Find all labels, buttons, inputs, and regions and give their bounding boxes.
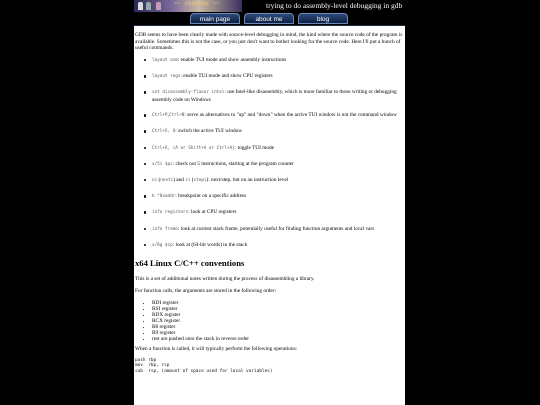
command-code: Ctrl+X, (A or Shift+A or Ctrl+A) bbox=[152, 145, 235, 151]
command-tip bbox=[135, 89, 405, 103]
command-tip bbox=[135, 128, 405, 136]
command-description: ( bbox=[190, 176, 194, 183]
register-item: • R9 register bbox=[152, 330, 405, 336]
command-tip bbox=[135, 242, 405, 250]
register-list bbox=[135, 300, 405, 342]
command-description: ) and bbox=[173, 176, 186, 183]
command-code: layout asm bbox=[152, 58, 178, 64]
tab-about-me[interactable]: about me bbox=[244, 13, 294, 24]
article bbox=[134, 26, 405, 374]
command-code: ni bbox=[152, 177, 158, 183]
command-code: set disassembly-flavor intel bbox=[152, 90, 225, 96]
command-description: ( bbox=[157, 176, 161, 183]
command-description: : enable TUI mode and show CPU registers bbox=[180, 73, 273, 80]
command-code: info registers bbox=[152, 210, 189, 216]
register-item: • RDX register bbox=[152, 312, 405, 318]
section-paragraph: This is a set of additional notes written during the process of disassembling a library. bbox=[135, 275, 315, 282]
command-tip bbox=[135, 145, 405, 153]
command-code: stepi bbox=[193, 177, 207, 183]
register-item: • RSI register bbox=[152, 306, 405, 312]
command-description: , bbox=[167, 112, 169, 119]
command-code: si bbox=[185, 177, 191, 183]
command-list bbox=[135, 57, 405, 249]
command-description: : look at current stack frame, potentially useful for finding function arguments and local vars bbox=[177, 225, 375, 232]
page bbox=[134, 0, 405, 405]
command-description: : enable TUI mode and show assembly instructions bbox=[177, 57, 287, 64]
command-description: : breakpoint on a specific address bbox=[175, 193, 247, 200]
command-tip bbox=[135, 73, 405, 81]
command-code: Ctrl+X, O bbox=[152, 129, 176, 135]
tab-main-page[interactable]: main page bbox=[190, 13, 240, 24]
tab-blog[interactable]: blog bbox=[298, 13, 348, 24]
banner-text: ~~ chocobo ~~ bbox=[174, 1, 220, 7]
command-code: b *0xaddr bbox=[152, 194, 176, 200]
command-description: : check out 5 instructions, starting at the program counter bbox=[172, 160, 294, 167]
command-code: nexti bbox=[160, 177, 174, 183]
command-description: : look at (64-bit words) in the stack bbox=[172, 241, 248, 248]
page-headline: trying to do assembly-level debugging in gdb bbox=[266, 1, 403, 10]
command-tip bbox=[135, 209, 405, 217]
command-code: Ctrl+P bbox=[152, 113, 168, 119]
command-description: : toggle TUI mode bbox=[234, 144, 274, 151]
register-item: • RDI register bbox=[152, 300, 405, 306]
register-item: • rest are pushed onto the stack in reverse order bbox=[152, 336, 405, 342]
command-code: info frame bbox=[152, 226, 178, 232]
command-code: layout regs bbox=[152, 74, 181, 80]
command-tip bbox=[135, 193, 405, 201]
banner-image bbox=[134, 0, 242, 12]
section-paragraph: For function calls, the arguments are stored in the following order: bbox=[135, 287, 276, 294]
command-tip bbox=[135, 177, 405, 185]
command-tip bbox=[135, 226, 405, 234]
command-tip bbox=[135, 57, 405, 65]
code-block: push rbp mov rbp, rsp sub rsp, (amount of space used for local variables) bbox=[135, 357, 273, 374]
nav-bar bbox=[134, 12, 405, 26]
command-description: : use Intel-like disassembly, which is more familiar to those writing or debugging assembly code on Windows bbox=[152, 89, 397, 104]
register-item: • R8 register bbox=[152, 324, 405, 330]
command-code: x/5i $pc bbox=[152, 161, 173, 167]
header bbox=[134, 0, 405, 12]
command-description: : serve as alternatives to "up" and "down" when the active TUI window is not the command window bbox=[184, 112, 397, 119]
command-tip bbox=[135, 161, 405, 169]
command-code: Ctrl+N bbox=[168, 113, 185, 119]
command-description: : switch the active TUI window bbox=[175, 128, 243, 135]
command-tip bbox=[135, 112, 405, 120]
section-paragraph: When a function is called, it will typically perform the following operations: bbox=[135, 345, 298, 352]
command-code: x/8g $sp bbox=[152, 242, 173, 248]
register-item: • RCX register bbox=[152, 318, 405, 324]
command-description: ): next/step, but on an instruction level bbox=[206, 176, 289, 183]
command-description: : look at CPU registers bbox=[188, 209, 237, 216]
section-title: x64 Linux C/C++ conventions bbox=[135, 257, 245, 268]
intro-paragraph: GDB seems to have been clearly made with source-level debugging in mind, the kind where the source code of the program is available. Sometimes this is not the case, or you just don't want to bother looking for the source code. Here I'll put a bunch of useful commands. bbox=[135, 32, 403, 52]
